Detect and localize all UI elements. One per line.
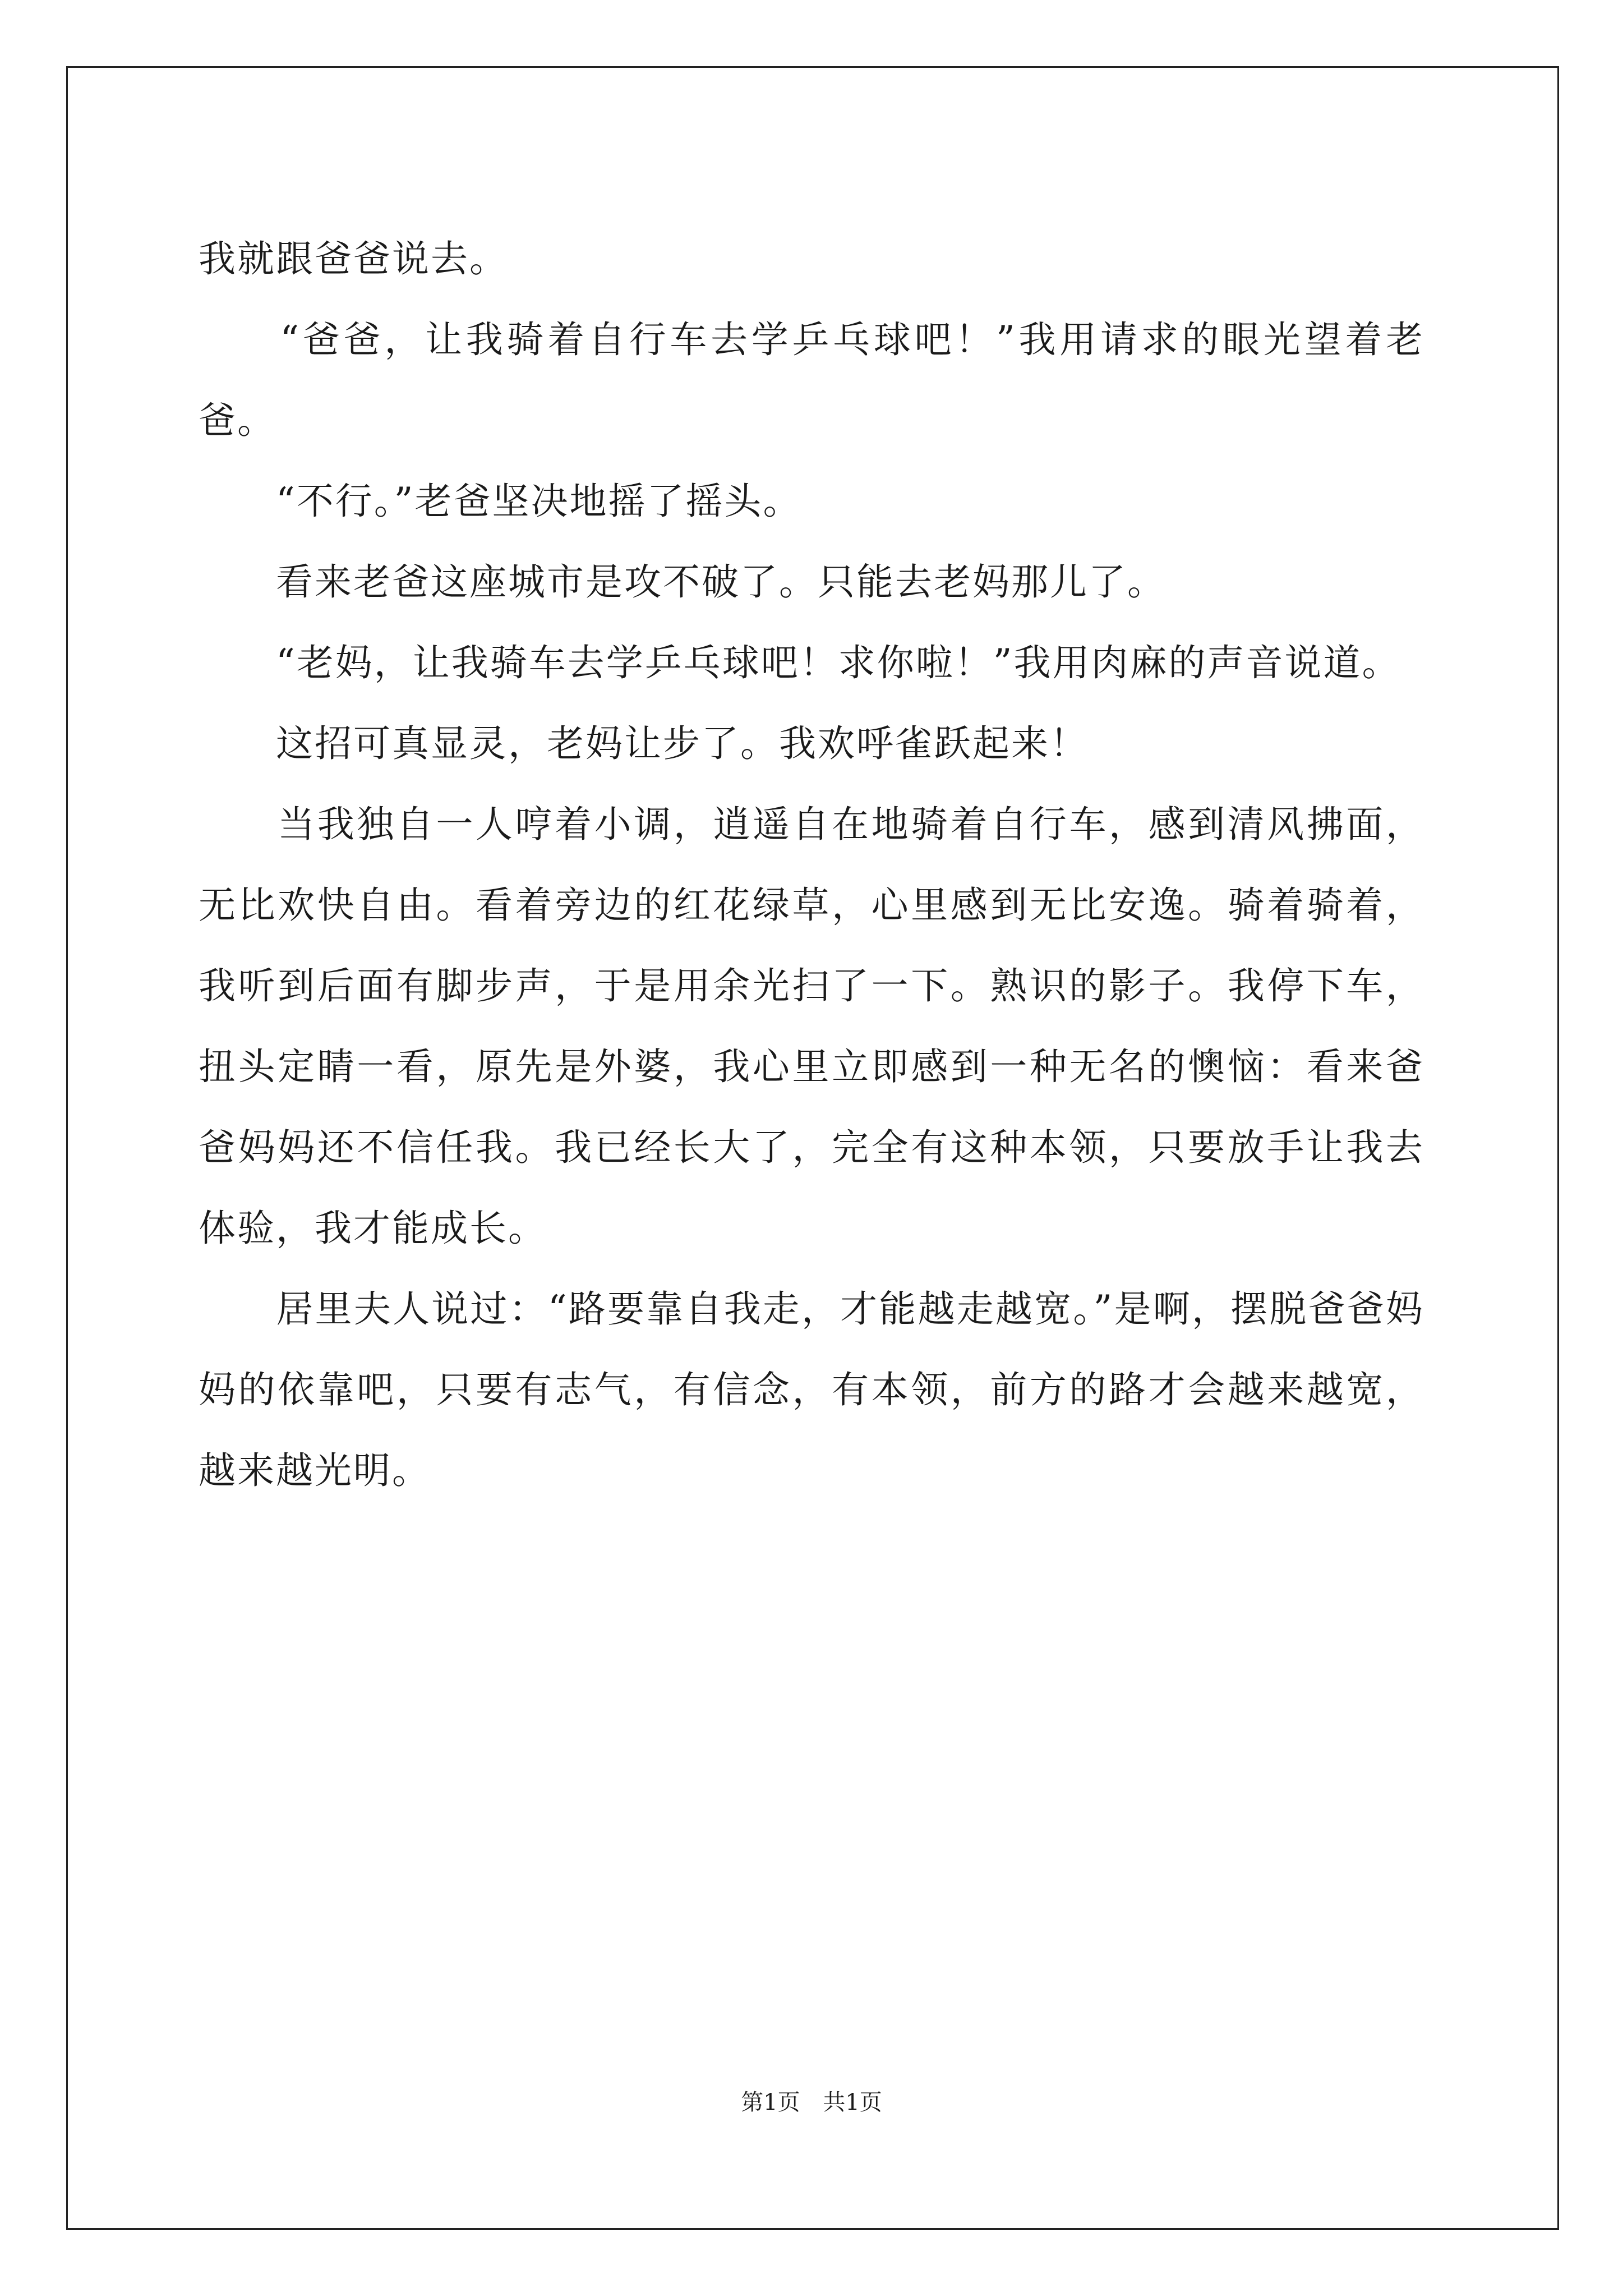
paragraph: “老妈，让我骑车去学乒乓球吧！求你啦！”我用肉麻的声音说道。 (199, 641, 1401, 684)
paragraph: 居里夫人说过：“路要靠自我走，才能越走越宽。”是啊，摆脱爸爸妈妈的依靠吧，只要有志气，有信念，有本领，前方的路才会越来越宽，越来越光明。 (199, 1287, 1424, 1492)
page-number: 第1页 (741, 2090, 800, 2115)
paragraph: 我就跟爸爸说去。 (199, 237, 508, 280)
paragraph: “不行。”老爸坚决地摇了摇头。 (199, 480, 802, 523)
document-body (199, 219, 1424, 1511)
paragraph: 这招可真显灵，老妈让步了。我欢呼雀跃起来！ (199, 722, 1089, 765)
paragraph: 看来老爸这座城市是攻不破了。只能去老妈那儿了。 (199, 560, 1166, 604)
page-footer (0, 2086, 1623, 2119)
paragraph: “爸爸，让我骑着自行车去学乒乓球吧！”我用请求的眼光望着老爸。 (199, 318, 1424, 442)
paragraph: 当我独自一人哼着小调，逍遥自在地骑着自行车，感到清风拂面，无比欢快自由。看着旁边的红花绿草，心里感到无比安逸。骑着骑着，我听到后面有脚步声，于是用余光扫了一下。熟识的影子。我停下车，扭头定睛一看，原先是外婆，我心里立即感到一种无名的懊恼：看来爸爸妈妈还不信任我。我已经长大了，完全有这种本领，只要放手让我去体验，我才能成长。 (199, 803, 1424, 1250)
page-total: 共1页 (823, 2090, 882, 2115)
